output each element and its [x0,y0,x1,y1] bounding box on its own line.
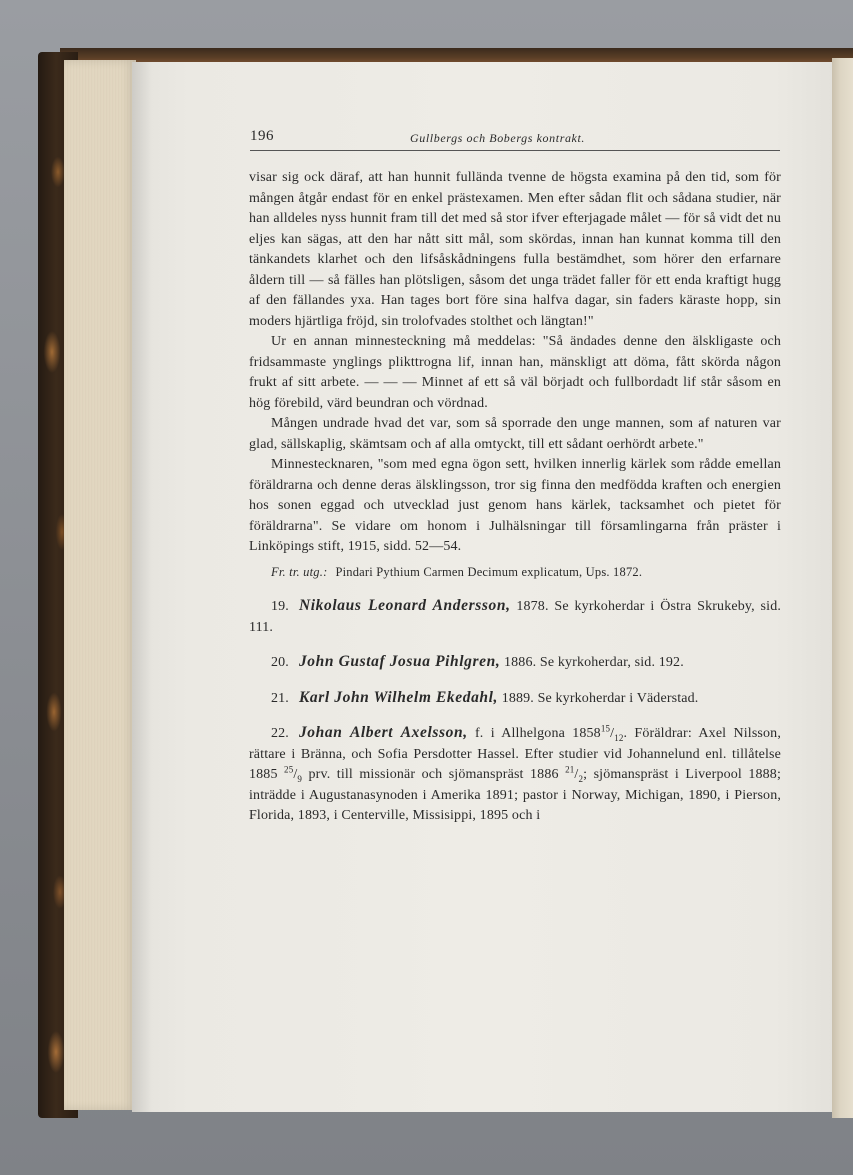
body-paragraph: visar sig ock däraf, att han hunnit fullända tvenne de högsta examina på den tid, som för mången åtgår endast för en enkel prästexamen. Men efter sådan flit och sådana studier, när han alldeles nyss hunnit fram till det med så stor ifver efterjagade målet — för så vidt det nu eljes kan sägas, att den har nått sitt mål, som skördas, innan han kunnat komma till den tänkandets klarhet och den lifsåskådningens fulla bestämdhet, som hörer den erfarnare åldern till — så fälles han plötsligen, såsom det unga trädet faller för ett enda kraftigt hugg af den fällandes yxa. Han tages bort före sina halfva dagar, sin faders käraste hopp, sin moders hjärtliga fröjd, sin trolofvades stolthet och längtan!" [249,170,781,329]
source-note [249,562,781,583]
gutter-shadow [132,62,152,1112]
fraction-numerator: 21 [565,764,575,775]
page-body [249,168,781,827]
entry-number: 21. [271,690,289,706]
body-paragraph: Mången undrade hvad det var, som så sporrade den unge mannen, som af naturen var glad, sällskaplig, skämtsam och af alla omtyckt, till ett sådant oerhördt arbete." [249,416,781,452]
body-paragraph: Ur en annan minnesteckning må meddelas: "Så ändades denne den älskligaste och fridsammaste ynglings plikttrogna lif, innan han, mänskligt att döma, fått skörda någon frukt af sitt arbete. — — — Minnet af ett så väl börjadt och fullbordadt lif står såsom en hög förebild, värd beundran och vördnad. [249,334,781,411]
running-title: Gullbergs och Bobergs kontrakt. [410,131,586,145]
entry-name: Nikolaus Leonard Andersson, [298,597,511,614]
fraction-denominator: 9 [297,773,303,784]
entry-text: ; sjömanspräst i Liverpool 1888; inträdde i Augustanasynoden i Amerika 1891; pastor i Norway, Michigan, 1890, i Pierson, Florida, 1893, i Centerville, Missisippi, 1895 och i [249,767,781,823]
page-stack-edges [64,60,136,1110]
entry-name: Johan Albert Axelsson, [298,724,468,741]
entry-name: John Gustaf Josua Pihlgren, [298,653,501,670]
opposite-page-edge [832,58,853,1118]
entry-name: Karl John Wilhelm Ekedahl, [298,688,499,706]
body-paragraph: Minnestecknaren, "som med egna ögon sett, hvilken innerlig kärlek som rådde emellan föräldrarna och denne deras älsklingsson, tror sig finna den medfödda kraften och energien hos sonen eggad och utvecklad just genom hans kärlek, tacksamhet och pietet för föräldrarna". Se vidare om honom i Julhälsningar till församlingarna från präster i Linköpings stift, 1915, sidd. 52—54. [249,457,781,554]
entry-number: 22. [271,726,289,741]
source-note-text: Pindari Pythium Carmen Decimum explicatum, Ups. 1872. [335,564,643,579]
fraction-denominator: 12 [614,732,624,743]
entry-21 [249,688,781,710]
entry-text: 1878. Se kyrkoherdar i Östra Skrukeby, sid. 111. [249,599,781,635]
entry-text: prv. till missionär och sjömanspräst 1886 [308,767,559,782]
entry-20 [249,652,781,674]
fraction-denominator: 2 [578,773,584,784]
entry-text: f. i Allhelgona 1858 [474,726,601,741]
entry-text: . Föräldrar: Axel Nilsson, rättare i Bränna, och Sofia Persdotter Hassel. Efter studier vid Johannelund enl. tillåtelse 1885 [249,726,781,782]
book-page [132,62,832,1112]
page-number: 196 [250,128,274,144]
page-header [250,128,780,151]
entry-text: 1889. Se kyrkoherdar i Väderstad. [501,690,699,706]
fraction-numerator: 15 [600,723,611,734]
source-note-abbr: Fr. tr. utg.: [271,564,328,579]
fraction-numerator: 25 [284,764,294,775]
entry-text: 1886. Se kyrkoherdar, sid. 192. [504,655,684,670]
entry-19 [249,596,781,638]
entry-number: 19. [271,599,289,614]
entry-22: 22. Johan Albert Axelsson, f. i Allhelgona $1858^{15}/_{12}$. Föräldrar: Axel Nilsson, rättare i Bränna, och Sofia Persdotter Hassel. Efter studier vid Johannelund enl. tillåtelse 1885 $^{25}/_9$ prv. till missionär och sjömanspräst 1886 $^{21}/_2$; sjömanspräst i Liverpool 1888; inträdde i Augustanasynoden i Amerika 1891; pastor i Norway, Michigan, 1890, i Pierson, Florida, 1893, i Centerville, Missisippi, 1895 och i [249,723,781,823]
entry-number: 20. [271,655,289,670]
